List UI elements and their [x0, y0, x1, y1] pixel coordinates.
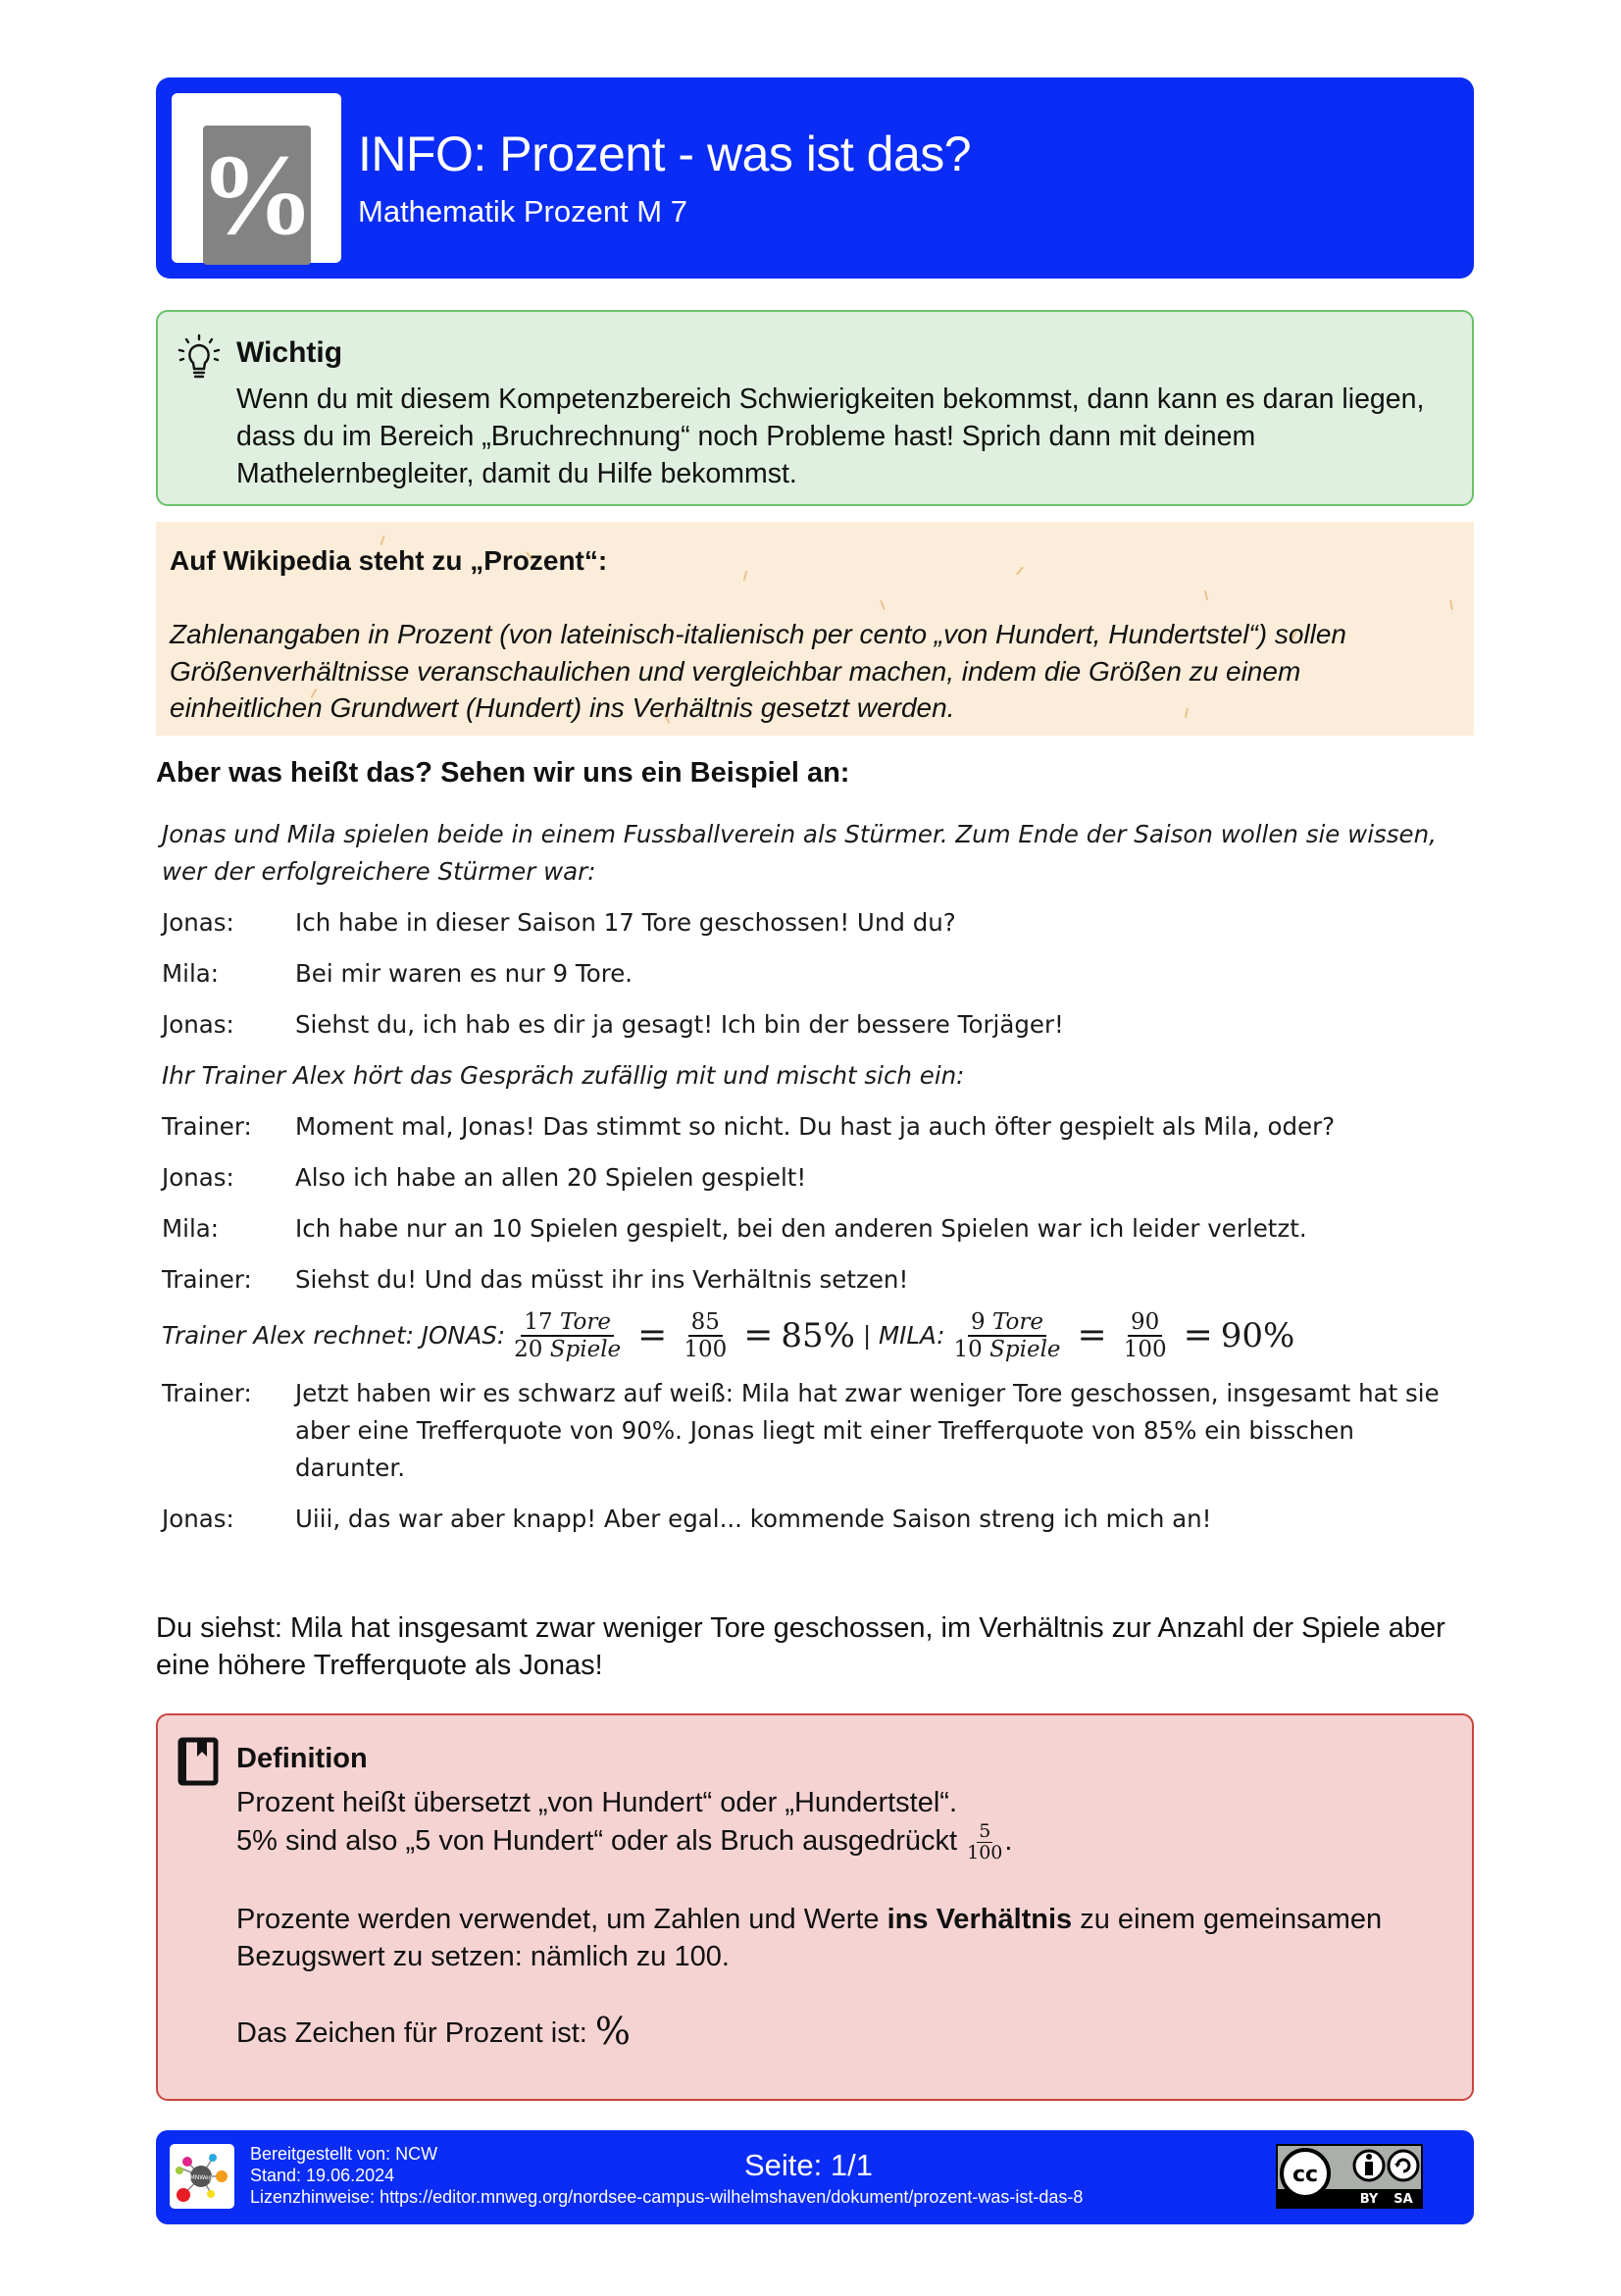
utterance: Siehst du! Und das müsst ihr ins Verhältnis setzen!: [295, 1265, 909, 1294]
definition-text: [236, 1784, 1452, 2052]
dialog-line: [162, 1159, 1466, 1197]
numerator: 5: [979, 1820, 991, 1842]
numerator-unit: Tore: [992, 1308, 1044, 1335]
speaker: Jonas:: [162, 908, 234, 937]
paper-texture: [1204, 590, 1209, 600]
dialog-line: [162, 1261, 1466, 1299]
dialog-line: [162, 1501, 1466, 1538]
definition-box: [156, 1713, 1474, 2101]
denominator: 100: [967, 1841, 1003, 1863]
header-logo-box: [172, 93, 341, 263]
page-title: INFO: Prozent - was ist das?: [358, 127, 972, 181]
speaker: Jonas:: [162, 1505, 234, 1533]
page-footer: [156, 2130, 1474, 2224]
page-header: [156, 77, 1474, 279]
equals-sign: =: [1077, 1315, 1107, 1355]
date-stamp: Stand: 19.06.2024: [250, 2166, 395, 2185]
wikipedia-quote-box: [156, 522, 1474, 736]
intro-narration: Jonas und Mila spielen beide in einem Fussballverein als Stürmer. Zum Ende der Saison wollen sie wissen, wer der erfolgreichere Stürmer war:: [162, 820, 1437, 886]
dialog-line: [162, 1210, 1466, 1248]
cc-by-sa-license-badge[interactable]: [1276, 2144, 1423, 2209]
fraction-jonas-hundred: [681, 1308, 730, 1362]
speaker: Trainer:: [162, 1379, 252, 1407]
utterance: Uiii, das war aber knapp! Aber egal... kommende Saison streng ich mich an!: [295, 1505, 1212, 1533]
footer-meta: [250, 2143, 1083, 2208]
denominator: 20: [514, 1336, 543, 1362]
speaker: Jonas:: [162, 1010, 234, 1039]
dialog-line: [162, 1108, 1466, 1146]
book-bookmark-icon: [177, 1737, 219, 1786]
definition-line: [236, 1901, 1452, 1975]
numerator: 9: [971, 1308, 986, 1335]
paper-texture: [743, 571, 748, 581]
provided-by: Bereitgestellt von: NCW: [250, 2144, 438, 2164]
example-heading: Aber was heißt das? Sehen wir uns ein Beispiel an:: [156, 757, 850, 789]
trainer-narration: Ihr Trainer Alex hört das Gespräch zufällig mit und mischt sich ein:: [162, 1061, 965, 1090]
utterance: Also ich habe an allen 20 Spielen gespielt!: [295, 1163, 807, 1192]
denominator: 10: [953, 1336, 983, 1362]
page-number: Seite: 1/1: [744, 2148, 873, 2182]
definition-line: [236, 1821, 1452, 1863]
utterance: Siehst du, ich hab es dir ja gesagt! Ich bin der bessere Torjäger!: [295, 1010, 1064, 1039]
svg-text:cc: cc: [1292, 2163, 1319, 2187]
conclusion-text: Du siehst: Mila hat insgesamt zwar weniger Tore geschossen, im Verhältnis zur Anzahl der Spiele aber eine höhere Trefferquote als Jonas!: [156, 1612, 1445, 1681]
page-subtitle: Mathematik Prozent M 7: [358, 194, 687, 229]
jonas-result: 85%: [781, 1316, 855, 1355]
definition-text-fragment: .: [1004, 1825, 1013, 1858]
dialog-line: [162, 955, 1466, 993]
denominator-unit: Spiele: [989, 1336, 1061, 1362]
svg-text:BY: BY: [1359, 2192, 1379, 2207]
speaker: Trainer:: [162, 1265, 252, 1294]
formula-prefix: Trainer Alex rechnet: JONAS:: [162, 1320, 506, 1350]
numerator: 17: [524, 1308, 553, 1335]
numerator: 90: [1128, 1311, 1162, 1337]
fraction-mila-goals: [951, 1308, 1064, 1362]
denominator-unit: Spiele: [549, 1336, 622, 1362]
important-note-heading: Wichtig: [236, 336, 343, 369]
paper-texture: [880, 600, 885, 610]
emphasis: ins Verhältnis: [886, 1903, 1073, 1935]
equals-sign: =: [1183, 1315, 1213, 1355]
speaker: Mila:: [162, 1214, 220, 1243]
utterance: Jetzt haben wir es schwarz auf weiß: Mila hat zwar weniger Tore geschossen, insgesamt hat sie aber eine Trefferquote von 90%. Jonas liegt mit einer Trefferquote von 85% ein bisschen darunter.: [295, 1379, 1440, 1482]
equals-sign: =: [743, 1315, 774, 1355]
dialog-line: [162, 1006, 1466, 1044]
calculation-formula: [162, 1306, 1466, 1365]
svg-text:SA: SA: [1393, 2192, 1413, 2207]
mila-result: 90%: [1220, 1316, 1295, 1355]
definition-line: Prozent heißt übersetzt „von Hundert“ oder „Hundertstel“.: [236, 1787, 957, 1818]
svg-text:MNWeg: MNWeg: [189, 2174, 213, 2181]
wikipedia-heading: Auf Wikipedia steht zu „Prozent“:: [170, 545, 608, 576]
definition-text-fragment: Prozente werden verwendet, um Zahlen und Werte: [236, 1903, 880, 1935]
denominator: 100: [684, 1336, 728, 1362]
important-note-text: Wenn du mit diesem Kompetenzbereich Schwierigkeiten bekommst, dann kann es daran liegen, dass du im Bereich „Bruchrechnung“ noch Probleme hast! Sprich dann mit deinem Mathelernbegleiter, damit du Hilfe bekommst.: [236, 383, 1425, 489]
formula-separator: | MILA:: [863, 1320, 945, 1350]
utterance: Ich habe nur an 10 Spielen gespielt, bei den anderen Spielen war ich leider verletzt.: [295, 1214, 1307, 1243]
utterance: Ich habe in dieser Saison 17 Tore geschossen! Und du?: [295, 908, 956, 937]
dialog-line: [162, 1375, 1466, 1487]
fraction-jonas-goals: [511, 1308, 624, 1362]
percent-symbol: %: [594, 2009, 631, 2053]
definition-text-fragment: 5% sind also „5 von Hundert“ oder als Bruch ausgedrückt: [236, 1825, 958, 1858]
speaker: Mila:: [162, 959, 220, 988]
speaker: Jonas:: [162, 1163, 234, 1192]
definition-heading: Definition: [236, 1743, 368, 1774]
definition-line: [236, 2009, 1452, 2053]
paper-texture: [1449, 600, 1453, 610]
definition-text-fragment: Das Zeichen für Prozent ist:: [236, 2016, 587, 2049]
numerator-unit: Tore: [559, 1308, 611, 1335]
fraction-five-hundredths: [967, 1821, 1002, 1863]
denominator: 100: [1123, 1336, 1167, 1362]
dialog-line: [162, 904, 1466, 942]
license-link[interactable]: Lizenzhinweise: https://editor.mnweg.org/nordsee-campus-wilhelmshaven/dokument/prozent-was-ist-das-8: [250, 2187, 1084, 2207]
utterance: Moment mal, Jonas! Das stimmt so nicht. Du hast ja auch öfter gespielt als Mila, oder?: [295, 1112, 1336, 1141]
lightbulb-icon: [177, 333, 221, 381]
definition-text-fragment: zu einem gemeinsamen Bezugswert zu setzen: nämlich zu 100.: [236, 1903, 1383, 1972]
paper-texture: [1016, 567, 1024, 576]
important-note-box: [156, 310, 1474, 506]
dialog-section: [162, 816, 1466, 1538]
mnweg-logo: [170, 2144, 234, 2209]
speaker: Trainer:: [162, 1112, 252, 1141]
equals-sign: =: [637, 1315, 668, 1355]
wikipedia-quote: Zahlenangaben in Prozent (von lateinisch-italienisch per cento „von Hundert, Hundertstel“) sollen Größenverhältnisse veranschaulichen und vergleichbar machen, indem die Größen zu einem einheitlichen Grundwert (Hundert) ins Verhältnis gesetzt werden.: [170, 619, 1346, 723]
numerator: 85: [688, 1311, 723, 1337]
percent-icon: %: [203, 126, 311, 265]
fraction-mila-hundred: [1121, 1308, 1170, 1362]
utterance: Bei mir waren es nur 9 Tore.: [295, 959, 633, 988]
